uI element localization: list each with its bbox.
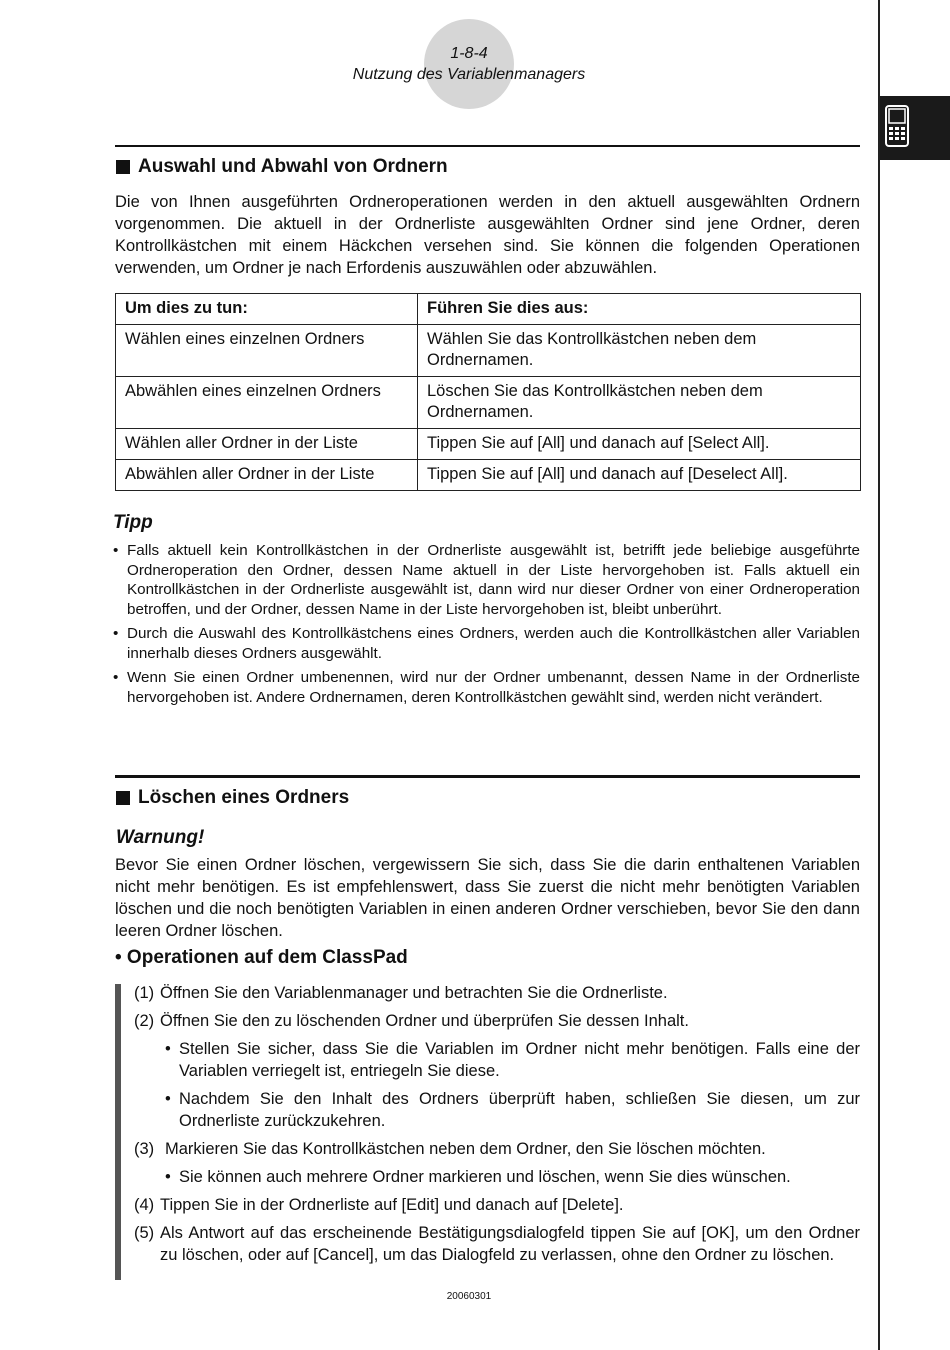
page-number: 1-8-4: [450, 45, 488, 62]
step-subtext: Sie können auch mehrere Ordner markieren und löschen, wenn Sie dies wünschen.: [179, 1168, 791, 1186]
calculator-icon: [885, 105, 909, 147]
list-item: [134, 1194, 860, 1216]
step-number: (4): [134, 1196, 155, 1214]
intro-paragraph: Die von Ihnen ausgeführten Ordneroperationen werden in den aktuell ausgewählten Ordnern vorgenommen. Die aktuell in der Ordnerliste ausgewählten Ordner sind jene Ordner, deren Kontrollkästchen mit einem Häckchen versehen sind. Sie können die folgenden Operationen verwenden, um Ordner je nach Erfordenis auszuwählen oder abzuwählen.: [115, 193, 860, 277]
table-header-cell: Führen Sie dies aus:: [418, 294, 861, 325]
bullet: •: [113, 625, 119, 642]
section-rule: [115, 145, 860, 147]
bullet: •: [113, 542, 119, 559]
chapter-tab: [880, 96, 950, 160]
square-bullet-icon: [116, 160, 130, 174]
step-text: Markieren Sie das Kontrollkästchen neben dem Ordner, den Sie löschen möchten.: [165, 1140, 766, 1158]
step-number: (3): [134, 1140, 155, 1158]
list-item: [134, 1138, 860, 1160]
tip-text: Wenn Sie einen Ordner umbenennen, wird nur der Ordner umbenannt, dessen Name in der Ordnerliste hervorgehoben ist. Andere Ordnernamen, deren Kontrollkästchen gewählt sind, werden nicht verändert.: [127, 669, 860, 706]
table-row: [116, 429, 861, 460]
table-row: [116, 377, 861, 429]
table-cell: Abwählen eines einzelnen Ordners: [116, 377, 418, 429]
table-cell: Wählen aller Ordner in der Liste: [116, 429, 418, 460]
list-item: [113, 624, 860, 663]
warning-paragraph: Bevor Sie einen Ordner löschen, vergewissern Sie sich, dass Sie die darin enthaltenen Variablen nicht mehr benötigen. Es ist empfehlenswert, dass Sie zuerst die nicht mehr benötigten Variablen löschen und die noch benötigten Variablen in einen anderen Ordner verschieben, bevor Sie den dann leeren Ordner löschen.: [115, 856, 860, 940]
warning-title: Warnung!: [116, 827, 205, 848]
section-heading-text: Löschen eines Ordners: [138, 787, 350, 808]
table-cell: Wählen eines einzelnen Ordners: [116, 325, 418, 377]
step-text: Als Antwort auf das erscheinende Bestätigungsdialogfeld tippen Sie auf [OK], um den Ordner zu löschen, oder auf [Cancel], um das Dialogfeld zu verlassen, ohne den Ordner zu löschen.: [160, 1224, 860, 1264]
table-cell: Wählen Sie das Kontrollkästchen neben dem Ordnernamen.: [418, 325, 861, 377]
bullet: •: [113, 669, 119, 686]
table-cell: Abwählen aller Ordner in der Liste: [116, 460, 418, 491]
table-cell: Löschen Sie das Kontrollkästchen neben dem Ordnernamen.: [418, 377, 861, 429]
step-number: (2): [134, 1012, 155, 1030]
table-header-row: [116, 294, 861, 325]
section-heading-text: Auswahl und Abwahl von Ordnern: [138, 156, 448, 177]
step-text: Tippen Sie in der Ordnerliste auf [Edit] und danach auf [Delete].: [160, 1196, 624, 1214]
steps-side-bar: [115, 984, 121, 1280]
table-row: [116, 325, 861, 377]
bullet: •: [165, 1168, 171, 1186]
operations-heading: • Operationen auf dem ClassPad: [115, 947, 408, 968]
step-number: (5): [134, 1224, 155, 1242]
list-item: [165, 1088, 860, 1132]
step-subtext: Nachdem Sie den Inhalt des Ordners überprüft haben, schließen Sie diesen, um zur Ordnerliste zurückzukehren.: [179, 1090, 860, 1130]
operations-table: [115, 293, 861, 491]
header-circle: [424, 19, 514, 109]
tip-text: Falls aktuell kein Kontrollkästchen in der Ordnerliste ausgewählt ist, betrifft jede beliebige ausgeführte Ordneroperation den Ordner, dessen Name aktuell in der Liste hervorgehoben ist. Falls aktuell ein Kontrollkästchen in der Ordnerliste ausgewählt ist, dann wird nur dieser Ordner von einer Ordneroperation betroffen, und der Ordner, dessen Name in der Liste hervorgehoben ist, bleibt unberührt.: [127, 542, 860, 618]
tipp-list: [113, 541, 860, 712]
table-row: [116, 460, 861, 491]
bullet: •: [165, 1040, 171, 1058]
step-number: (1): [134, 984, 155, 1002]
list-item: [113, 541, 860, 619]
table-cell: Tippen Sie auf [All] und danach auf [Deselect All].: [418, 460, 861, 491]
square-bullet-icon: [116, 791, 130, 805]
bullet: •: [165, 1090, 171, 1108]
page-edge-rule: [878, 0, 880, 1350]
tip-text: Durch die Auswahl des Kontrollkästchens eines Ordners, werden auch die Kontrollkästchen aller Variablen innerhalb dieses Ordners ausgewählt.: [127, 625, 860, 662]
list-item: [113, 668, 860, 707]
section-rule: [115, 775, 860, 778]
list-item: [134, 982, 860, 1004]
list-item: [165, 1166, 860, 1188]
step-text: Öffnen Sie den Variablenmanager und betrachten Sie die Ordnerliste.: [160, 984, 668, 1002]
list-item: [134, 1222, 860, 1266]
table-cell: Tippen Sie auf [All] und danach auf [Select All].: [418, 429, 861, 460]
section-heading-loeschen: [116, 787, 349, 809]
step-subtext: Stellen Sie sicher, dass Sie die Variablen im Ordner nicht mehr benötigen. Falls eine der Variablen verriegelt ist, entriegeln Sie diese.: [179, 1040, 860, 1080]
list-item: [134, 1010, 860, 1032]
step-text: Öffnen Sie den zu löschenden Ordner und überprüfen Sie dessen Inhalt.: [160, 1012, 689, 1030]
section-heading-auswahl: [116, 156, 448, 178]
tipp-title: Tipp: [113, 512, 153, 533]
steps-list: [134, 982, 860, 1272]
table-header-cell: Um dies zu tun:: [116, 294, 418, 325]
list-item: [165, 1038, 860, 1082]
footer-code: 20060301: [446, 1291, 492, 1302]
page-title: Nutzung des Variablenmanagers: [352, 66, 586, 83]
